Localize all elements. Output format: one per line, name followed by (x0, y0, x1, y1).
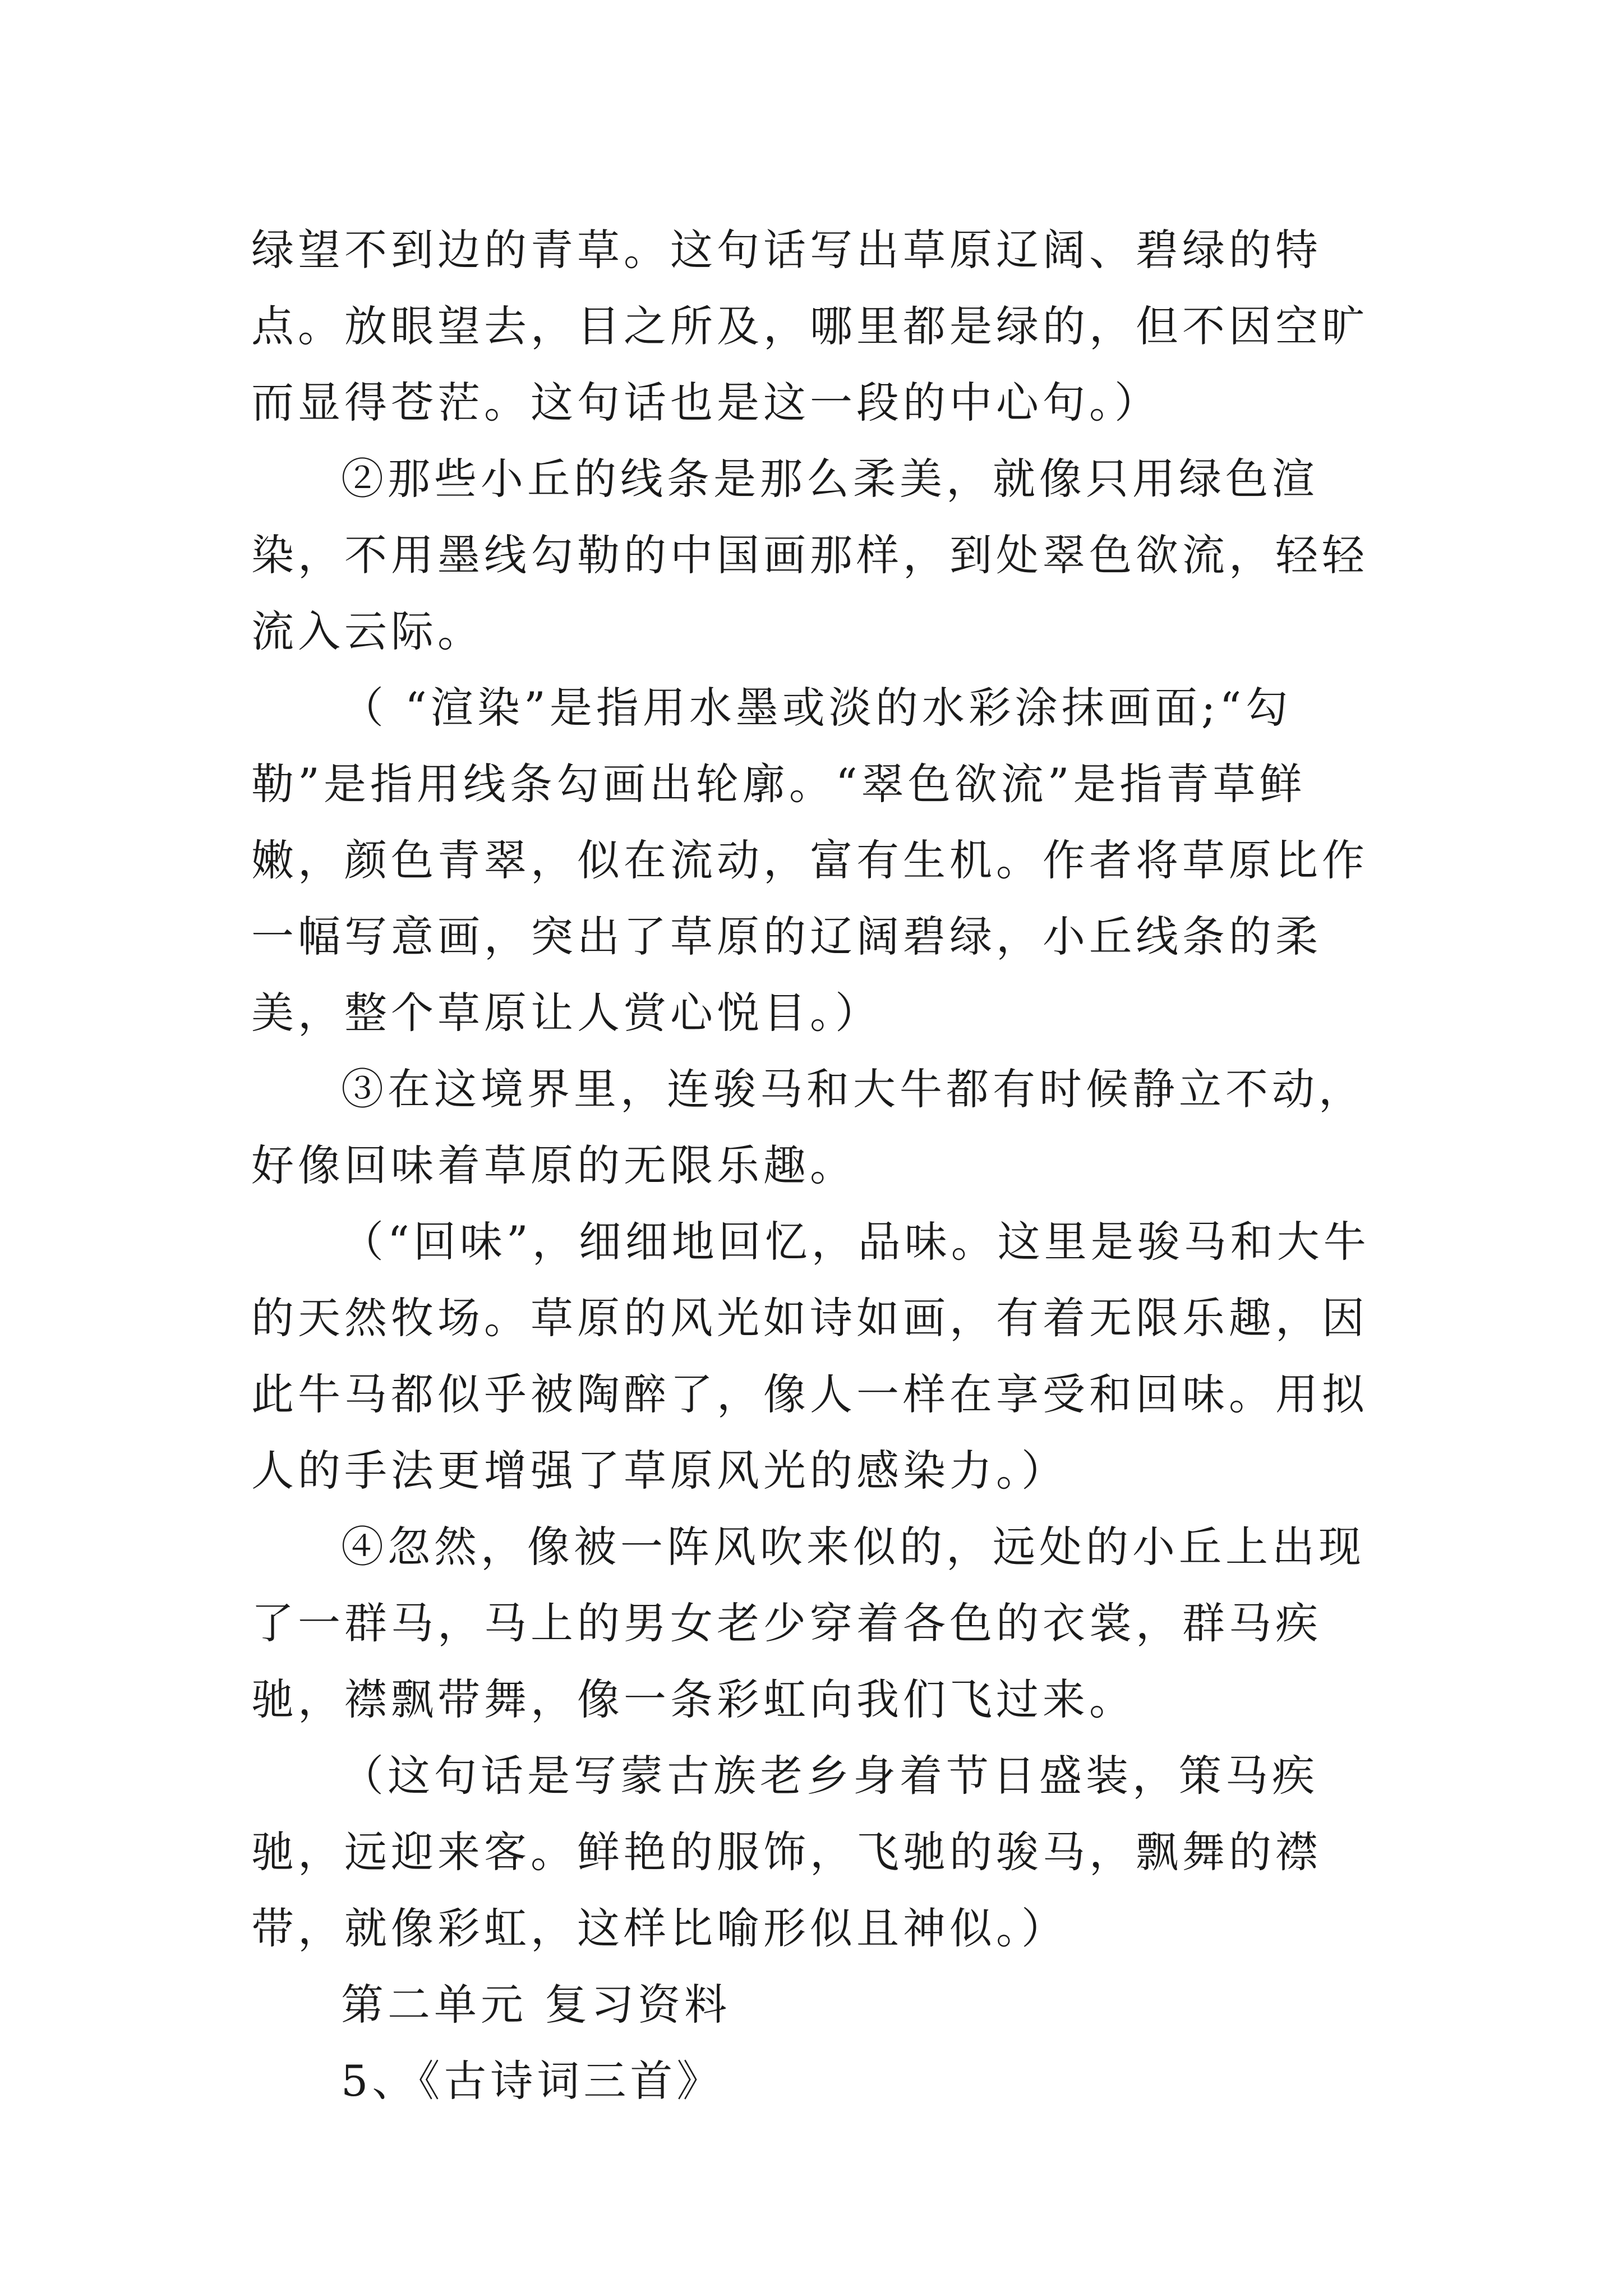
lesson-heading: 5、《古诗词三首》 (341, 2056, 723, 2106)
paragraph-p3: ③在这境界里，连骏马和大牛都有时候静立不动，好像回味着草原的无限乐趣。 (251, 1064, 1365, 1190)
unit-heading: 第二单元 复习资料 (341, 1980, 731, 2030)
paragraph-p4: （“回味”，细细地回忆，品味。这里是骏马和大牛的天然牧场。草原的风光如诗如画，有着无限乐趣，因此牛马都似乎被陶醉了，像人一样在享受和回味。用拟人的手法更增强了草原风光的感染力。） (251, 1217, 1370, 1496)
paragraph-p6: （这句话是写蒙古族老乡身着节日盛装，策马疾驰，远迎来客。鲜艳的服饰，飞驰的骏马，飘舞的襟带，就像彩虹，这样比喻形似且神似。） (251, 1751, 1322, 1953)
document-body (251, 212, 1390, 2119)
paragraph-p5: ④忽然，像被一阵风吹来似的，远处的小丘上出现了一群马，马上的男女老少穿着各色的衣裳，群马疾驰，襟飘带舞，像一条彩虹向我们飞过来。 (251, 1522, 1365, 1724)
paragraph-p2: （ “渲染”是指用水墨或淡的水彩涂抹画面;“勾勒”是指用线条勾画出轮廓。“翠色欲流”是指青草鲜嫩，颜色青翠，似在流动，富有生机。作者将草原比作一幅写意画，突出了草原的辽阔碧绿，小丘线条的柔美，整个草原让人赏心悦目。） (251, 683, 1368, 1038)
paragraph-p0: 绿望不到边的青草。这句话写出草原辽阔、碧绿的特点。放眼望去，目之所及，哪里都是绿的，但不因空旷而显得苍茫。这句话也是这一段的中心句。） (251, 225, 1368, 427)
paragraph-p1: ②那些小丘的线条是那么柔美，就像只用绿色渲染，不用墨线勾勒的中国画那样，到处翠色欲流，轻轻流入云际。 (251, 454, 1368, 656)
